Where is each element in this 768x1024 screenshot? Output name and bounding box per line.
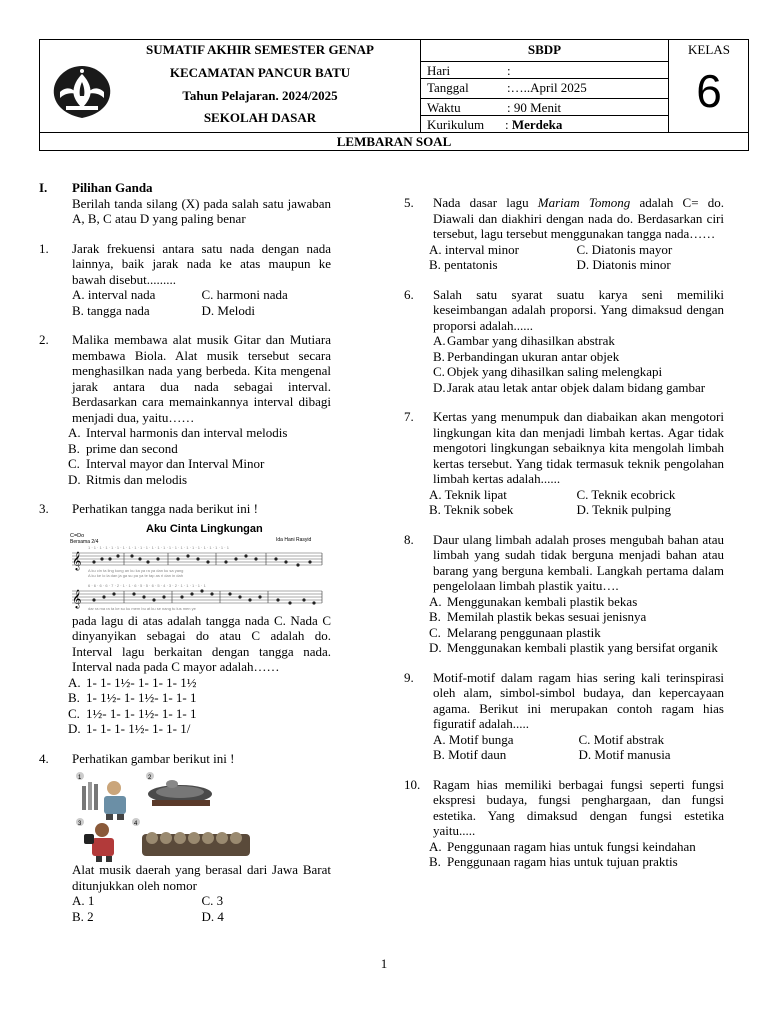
option[interactable]: A. Gambar yang dihasilkan abstrak bbox=[433, 333, 615, 348]
option[interactable]: C. 1½- 1- 1- 1½- 1- 1- 1 bbox=[68, 705, 197, 721]
school-level: SEKOLAH DASAR bbox=[203, 110, 317, 125]
option[interactable]: B. Motif daun bbox=[433, 747, 507, 762]
option[interactable]: D. Teknik pulping bbox=[576, 502, 672, 517]
question-6: 6. Salah satu syarat suatu karya seni memiliki keseimbangan adalah proporsi. Yang dimaksud dengan proporsi adalah...... A. Gambar yang dihasilkan abstrak B. Perbandingan ukuran antar objek C. Objek yang dihasilkan saling melengkapi D. Jarak atau letak antar objek dalam bidang gambar bbox=[404, 286, 724, 395]
info-label-waktu: Waktu bbox=[427, 100, 461, 115]
angklung-player-picture bbox=[76, 772, 126, 820]
sheet-title: LEMBARAN SOAL bbox=[336, 134, 452, 149]
question-text: Ragam hias memiliki berbagai fungsi seperti fungsi ekspresi budaya, fungsi penghargaan, dan fungsi estetika. Yang dimaksud dengan fungsi estetika yaitu..... bbox=[433, 776, 724, 838]
drum-player-picture bbox=[76, 818, 114, 862]
option[interactable]: D. Motif manusia bbox=[578, 747, 671, 762]
option[interactable]: B. Teknik sobek bbox=[429, 502, 514, 517]
page-number: 1 bbox=[380, 956, 388, 971]
svg-text:6 · 6 · 6 · 6 · 7 · 2 · 1 · 1: 6 · 6 · 6 · 6 · 7 · 2 · 1 · 1 · 6 · 5 · 5 · 6 · 5 · 4 · 3 · 2 · 1 · 1 · 1 · 1 · 1 bbox=[88, 582, 206, 588]
option[interactable]: D. Melodi bbox=[201, 302, 255, 318]
option[interactable]: A. Motif bunga bbox=[433, 731, 514, 747]
kelas-value: 6 bbox=[696, 65, 722, 117]
question-text: Perhatikan gambar berikut ini ! bbox=[72, 750, 235, 766]
option[interactable]: D. Menggunakan kembali plastik yang bersifat organik bbox=[429, 640, 718, 655]
option[interactable]: A. 1- 1- 1½- 1- 1- 1- 1½ bbox=[68, 674, 197, 690]
option[interactable]: C. Objek yang dihasilkan saling melengkapi bbox=[433, 364, 663, 379]
question-3: 3. Perhatikan tangga nada berikut ini ! C=Do Bersama 2/4 Ida Hani Rasyid 𝄞 𝄞 1 · 1 · 1 · 1 · 1 · 1 · 1 · 1 · 1 · 1 · 1 · 1 · 1 · 1 · 1 · 1 · 1 · 1 · 1 · 1 · 1 · 1 · 1 · 1 · 1 A ku cin ta ling kung an ku ka ya ra ya dan ku sa yang A ku ke lo la dan ja ga su pa ya te tap as ri dan in dah 6 · 6 · 6 · 6 · 7 · 2 · 1 · 1 · 6 · 5 · 5 · 6 · 5 · 4 · 3 · 2 · 1 · 1 · 1 · 1 · 1 dar ra ma ra ta ke su ku mem bu at ku se nang tu lus men ye Aku Cinta Lingkungan pada lagu di atas adalah tangga nada C. Nada C dinyanyikan sebagai do atau C adalah do. Interval lagu berkaitan dengan tangga nada. Interval nada pada C mayor adalah…… A. 1- 1- 1½- 1- 1- 1- 1½ B. 1- 1½- 1- 1½- 1- 1- 1 C. 1½- 1- 1- 1½- 1- 1- 1 D. 1- 1- 1- 1½- 1- 1- 1/ bbox=[39, 501, 331, 736]
divider bbox=[40, 132, 748, 133]
option[interactable]: C. Melarang penggunaan plastik bbox=[429, 624, 601, 640]
instrument-illustrations bbox=[72, 772, 262, 862]
option[interactable]: C. 3 bbox=[201, 893, 224, 908]
option[interactable]: A. Teknik lipat bbox=[429, 486, 507, 502]
divider bbox=[420, 78, 668, 79]
option[interactable]: B. Penggunaan ragam hias untuk tujuan praktis bbox=[429, 854, 678, 869]
option[interactable]: C. Teknik ecobrick bbox=[576, 486, 676, 502]
svg-text:1 · 1 · 1 · 1 · 1 · 1 · 1 · 1: 1 · 1 · 1 · 1 · 1 · 1 · 1 · 1 · 1 · 1 · 1 · 1 · 1 · 1 · 1 · 1 · 1 · 1 · 1 · 1 · 1 · 1 · 1 · 1 · 1 bbox=[88, 544, 229, 550]
option[interactable]: A. Menggunakan kembali plastik bekas bbox=[429, 593, 638, 609]
option[interactable]: A. 1 bbox=[72, 893, 95, 908]
svg-text:3: 3 bbox=[78, 821, 82, 827]
svg-text:C=Do: C=Do bbox=[70, 532, 85, 539]
question-text: Jarak frekuensi antara satu nada dengan nada lainnya, baik jarak nada ke atas maupun ke bawah disebut......... bbox=[72, 240, 331, 287]
option[interactable]: D. Jarak atau letak antar objek dalam bidang gambar bbox=[433, 379, 706, 395]
question-text: Perhatikan tangga nada berikut ini ! bbox=[72, 501, 258, 516]
question-5: 5. Nada dasar lagu Mariam Tomong adalah C= do. Diawali dan diakhiri dengan nada do. Berdasarkan ciri tersebut, lagu tersebut menggunakan tangga nada…… A. interval minor C. Diatonis mayor B. pentatonis D. Diatonis minor bbox=[404, 195, 724, 272]
question-text: Salah satu syarat suatu karya seni memiliki keseimbangan adalah proporsi. Yang dimaksud dengan proporsi adalah...... bbox=[433, 286, 724, 333]
question-10: 10. Ragam hias memiliki berbagai fungsi seperti fungsi ekspresi budaya, fungsi penghargaan, dan fungsi estetika. Yang dimaksud dengan fungsi estetika yaitu..... A. Penggunaan ragam hias untuk fungsi keindahan B. Penggunaan ragam hias untuk tujuan praktis bbox=[404, 776, 724, 869]
option[interactable]: A. Interval harmonis dan interval melodis bbox=[68, 425, 288, 440]
question-8: 8. Daur ulang limbah adalah proses mengubah bahan atau limbah yang sudah tidak berguna menjadi bahan atau barang yang berguna kembali. Langkah pertama dalam pengelolaan limbah plastik yaitu…. A. Menggunakan kembali plastik bekas B. Memilah plastik bekas sesuai jenisnya C. Melarang penggunaan plastik D. Menggunakan kembali plastik yang bersifat organik bbox=[404, 531, 724, 655]
option[interactable]: C. Interval mayor dan Interval Minor bbox=[68, 456, 265, 471]
subject-name: SBDP bbox=[527, 42, 562, 57]
option[interactable]: B. tangga nada bbox=[72, 302, 150, 318]
exam-title: SUMATIF AKHIR SEMESTER GENAP bbox=[146, 42, 374, 57]
option[interactable]: A. interval nada bbox=[72, 287, 156, 302]
info-label-hari: Hari bbox=[427, 63, 451, 78]
question-text-continued: Alat musik daerah yang berasal dari Jawa Barat ditunjukkan oleh nomor bbox=[72, 862, 331, 893]
question-text-continued: pada lagu di atas adalah tangga nada C. Nada C dinyanyikan sebagai do atau C adalah do. Interval lagu berkaitan dengan tangga nada. Interval nada pada C mayor adalah…… bbox=[72, 612, 331, 674]
question-2: 2. Malika membawa alat musik Gitar dan Mutiara membawa Biola. Alat musik tersebut secara menghasilkan nada yang berbeda. Kita mengenal jarak antara dua nada sebagai interval. Berdasarkan cara memainkannya interval dibagi menjadi dua, yaitu…… A. Interval harmonis dan interval melodis B. prime dan second C. Interval mayor dan Interval Minor D. Ritmis dan melodis bbox=[39, 332, 331, 487]
question-4: 4. Perhatikan gambar berikut ini ! 1 2 3 4 Alat musik daerah yang berasal dari Jawa Barat ditunjukkan oleh nomor A. 1 C. 3 B. 2 D. 4 bbox=[39, 750, 331, 924]
option[interactable]: C. Diatonis mayor bbox=[576, 241, 673, 257]
info-value-waktu: : 90 Menit bbox=[507, 100, 562, 115]
svg-text:4: 4 bbox=[134, 821, 138, 827]
right-column bbox=[404, 195, 724, 884]
instrument-pictures bbox=[72, 772, 331, 862]
academic-year: Tahun Pelajaran. 2024/2025 bbox=[182, 88, 338, 103]
section-title: Pilihan Ganda bbox=[72, 180, 153, 195]
option[interactable]: B. Perbandingan ukuran antar objek bbox=[433, 348, 620, 364]
svg-text:𝄞: 𝄞 bbox=[72, 588, 82, 608]
option[interactable]: B. pentatonis bbox=[429, 257, 498, 272]
option[interactable]: D. Diatonis minor bbox=[576, 257, 671, 272]
info-value-tanggal: :…..April 2025 bbox=[507, 80, 587, 95]
gamelan-picture bbox=[146, 772, 212, 806]
question-text: Malika membawa alat musik Gitar dan Mutiara membawa Biola. Alat musik tersebut secara menghasilkan nada yang berbeda. Kita mengenal jarak antara dua nada sebagai interval. Berdasarkan cara memainkannya interval dibagi menjadi dua, yaitu…… bbox=[72, 332, 331, 425]
music-score-figure bbox=[68, 521, 331, 613]
divider bbox=[420, 98, 668, 99]
kelas-label: KELAS bbox=[688, 42, 730, 57]
option[interactable]: B. 2 bbox=[72, 908, 94, 924]
header-table bbox=[39, 39, 749, 151]
talempong-picture bbox=[132, 818, 250, 856]
svg-text:𝄞: 𝄞 bbox=[72, 550, 82, 570]
section-heading: I. Pilihan Ganda Berilah tanda silang (X) pada salah satu jawaban A, B, C atau D yang paling benar bbox=[39, 180, 331, 226]
svg-text:A ku ke lo la dan ja g: A ku ke lo la dan ja ga su pa ya te tap as ri dan in dah bbox=[88, 572, 183, 578]
option[interactable]: A. interval minor bbox=[429, 241, 519, 257]
option[interactable]: D. 1- 1- 1- 1½- 1- 1- 1/ bbox=[68, 721, 191, 736]
song-title: Aku Cinta Lingkungan bbox=[146, 522, 263, 535]
section-instruction: Berilah tanda silang (X) pada salah satu jawaban A, B, C atau D yang paling benar bbox=[72, 195, 331, 226]
info-value-kurikulum: : Merdeka bbox=[505, 117, 563, 132]
option[interactable]: C. Motif abstrak bbox=[578, 731, 665, 747]
svg-text:Bersama 2/4: Bersama 2/4 bbox=[70, 538, 99, 545]
info-label-kurikulum: Kurikulum bbox=[427, 117, 485, 132]
question-text: Motif-motif dalam ragam hias sering kali terinspirasi oleh alam, simbol-simbol budaya, dan kepercayaan agama. Berikut ini merupakan contoh ragam hias figuratif adalah..... bbox=[433, 669, 724, 731]
divider bbox=[420, 61, 668, 62]
option[interactable]: D. Ritmis dan melodis bbox=[68, 471, 188, 487]
option[interactable]: C. harmoni nada bbox=[201, 287, 288, 302]
question-text: Kertas yang menumpuk dan diabaikan akan mengotori lingkungan kita dan menjadi limbah kertas. Agar tidak mengotori lingkungan sebaiknya kita mengolah limbah kertas tersebut. Yang tidak termasuk teknik pengolahan limbah kertas adalah...... bbox=[433, 409, 724, 486]
svg-text:Ida Hani Rasyid: Ida Hani Rasyid bbox=[276, 536, 312, 543]
district-name: KECAMATAN PANCUR BATU bbox=[169, 65, 351, 80]
info-value-hari: : bbox=[507, 63, 511, 78]
question-text: Nada dasar lagu Mariam Tomong adalah C= do. Diawali dan diakhiri dengan nada do. Berdasarkan ciri tersebut, lagu tersebut menggunakan tangga nada…… bbox=[433, 195, 724, 241]
left-column bbox=[39, 180, 331, 938]
svg-text:2: 2 bbox=[148, 775, 152, 781]
option[interactable]: B. 1- 1½- 1- 1½- 1- 1- 1 bbox=[68, 690, 197, 705]
option[interactable]: D. 4 bbox=[201, 908, 224, 924]
info-label-tanggal: Tanggal bbox=[427, 80, 469, 95]
option[interactable]: B. prime dan second bbox=[68, 440, 178, 456]
question-9: 9. Motif-motif dalam ragam hias sering kali terinspirasi oleh alam, simbol-simbol budaya, dan kepercayaan agama. Berikut ini merupakan contoh ragam hias figuratif adalah..... A. Motif bunga C. Motif abstrak B. Motif daun D. Motif manusia bbox=[404, 669, 724, 762]
option[interactable]: B. Memilah plastik bekas sesuai jenisnya bbox=[429, 609, 647, 624]
svg-text:dar ra ma ra ta ke su: dar ra ma ra ta ke su ku mem bu at ku se nang tu lus men ye bbox=[88, 605, 196, 611]
question-text: Daur ulang limbah adalah proses mengubah bahan atau limbah yang sudah tidak berguna menjadi bahan atau barang yang berguna kembali. Langkah pertama dalam pengelolaan limbah plastik yaitu…. bbox=[433, 531, 724, 593]
svg-text:1: 1 bbox=[78, 775, 82, 781]
svg-text:A ku cin ta ling kung an: A ku cin ta ling kung an ku ka ya ra ya dan ku sa yang bbox=[88, 567, 184, 573]
question-1: 1. Jarak frekuensi antara satu nada dengan nada lainnya, baik jarak nada ke atas maupun ke bawah disebut......... A. interval nada C. harmoni nada B. tangga nada D. Melodi bbox=[39, 240, 331, 318]
option[interactable]: A. Penggunaan ragam hias untuk fungsi keindahan bbox=[429, 838, 696, 854]
question-7: 7. Kertas yang menumpuk dan diabaikan akan mengotori lingkungan kita dan menjadi limbah kertas. Agar tidak mengotori lingkungan sebaiknya kita mengolah limbah kertas tersebut. Yang tidak termasuk teknik pengolahan limbah kertas adalah...... A. Teknik lipat C. Teknik ecobrick B. Teknik sobek D. Teknik pulping bbox=[404, 409, 724, 517]
